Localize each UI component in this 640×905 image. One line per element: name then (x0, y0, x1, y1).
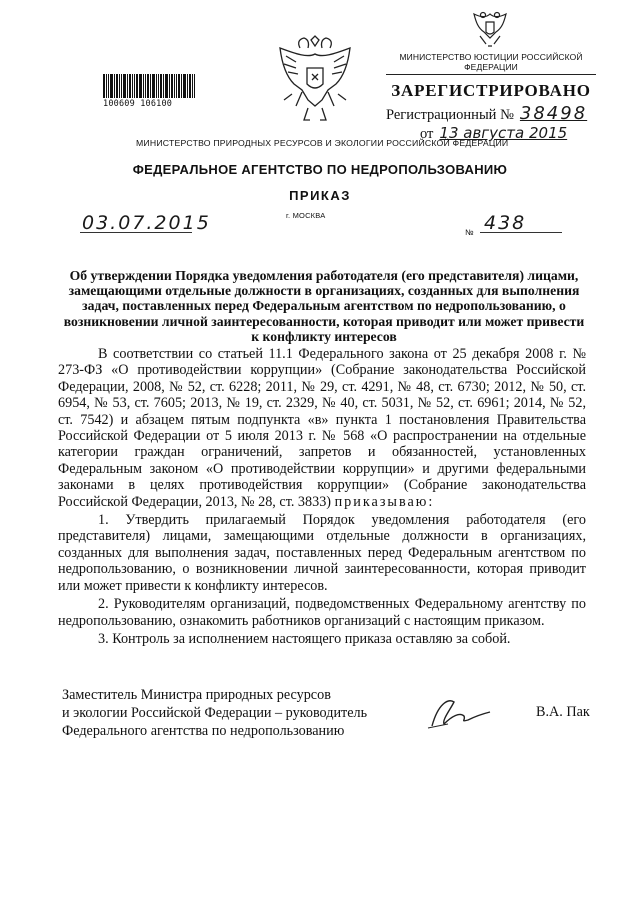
signer-position (62, 686, 367, 740)
preamble-paragraph (58, 346, 586, 510)
document-type: ПРИКАЗ (289, 188, 351, 203)
small-coat-of-arms-icon (468, 8, 512, 50)
stamp-number-value: 38498 (519, 103, 588, 124)
stamp-number-label: Регистрационный № (386, 107, 514, 123)
city: г. МОСКВА (286, 211, 326, 220)
order-number-underline (480, 232, 562, 233)
signer-position-line: Федерального агентства по недропользованию (62, 723, 345, 739)
order-subject: Об утверждении Порядка уведомления работодателя (его представителя) лицами, замещающими отдельные должности в организациях, созданных для выполнения задач, поставленных перед Федеральным агентством по недропользованию, о возникновении личной заинтересованности, которая приводит или может привести к конфликту интересов (63, 268, 585, 344)
agency-name: ФЕДЕРАЛЬНОЕ АГЕНТСТВО ПО НЕДРОПОЛЬЗОВАНИЮ (132, 162, 508, 177)
coat-of-arms-icon (272, 34, 358, 130)
stamp-divider (386, 74, 596, 75)
order-date-underline (80, 232, 192, 233)
barcode (103, 74, 203, 109)
stamp-ministry: МИНИСТЕРСТВО ЮСТИЦИИ РОССИЙСКОЙ ФЕДЕРАЦИИ (399, 52, 583, 72)
order-number-label: № (465, 228, 474, 237)
stamp-title: ЗАРЕГИСТРИРОВАНО (391, 81, 591, 100)
barcode-number: 100609 106100 (103, 99, 173, 109)
signer-position-line: и экологии Российской Федерации – руководитель (62, 705, 368, 721)
preamble-text: В соответствии со статьей 11.1 Федерального закона от 25 декабря 2008 г. № 273-ФЗ «О противодействии коррупции» (Собрание законодательства Российской Федерации, 2008, № 52, ст. 6228; 2011, № 29, ст. 4291, № 48, ст. 6730; 2012, № 50, ст. 6954, № 53, ст. 7605; 2013, № 19, ст. 2329, № 40, ст. 5031, № 52, ст. 6961; 2014, № 52, ст. 7542) и абзацем пятым подпункта «в» пункта 1 постановления Правительства Российской Федерации от 5 июля 2013 г. № 568 «О распространении на отдельные категории граждан ограничений, запретов и обязанностей, установленных Федеральным законом «О противодействии коррупции» и другими федеральными законами в целях противодействия коррупции» (Собрание законодательства Российской Федерации, 2013, № 28, ст. 3833) (58, 346, 586, 510)
stamp-date-label: от (420, 126, 434, 142)
ministry-name: МИНИСТЕРСТВО ПРИРОДНЫХ РЕСУРСОВ И ЭКОЛОГИИ РОССИЙСКОЙ ФЕДЕРАЦИИ (136, 138, 509, 148)
barcode-bars (103, 74, 203, 98)
order-date: 03.07.2015 (82, 212, 211, 234)
signer-name: В.А. Пак (536, 704, 590, 720)
order-item: 3. Контроль за исполнением настоящего приказа оставляю за собой. (98, 630, 511, 647)
handwritten-signature (424, 694, 496, 734)
signer-position-line: Заместитель Министра природных ресурсов (62, 687, 331, 703)
order-word: приказываю: (334, 493, 435, 510)
stamp-number-row (386, 103, 596, 124)
stamp-date-value: 13 августа 2015 (439, 124, 568, 142)
order-item: 1. Утвердить прилагаемый Порядок уведомления работодателя (его представителя) лицами, замещающими отдельные должности в организациях, созданных для выполнения задач, поставленных перед Федеральным агентством по недропользованию, о возникновении личной заинтересованности, которая приводит или может привести к конфликту интересов. (58, 512, 586, 594)
order-body (58, 346, 586, 649)
registration-stamp (386, 52, 596, 143)
order-item: 2. Руководителям организаций, подведомственных Федеральному агентству по недропользованию, ознакомить работников организаций с настоящим приказом. (58, 596, 586, 629)
order-number: 438 (484, 212, 527, 234)
